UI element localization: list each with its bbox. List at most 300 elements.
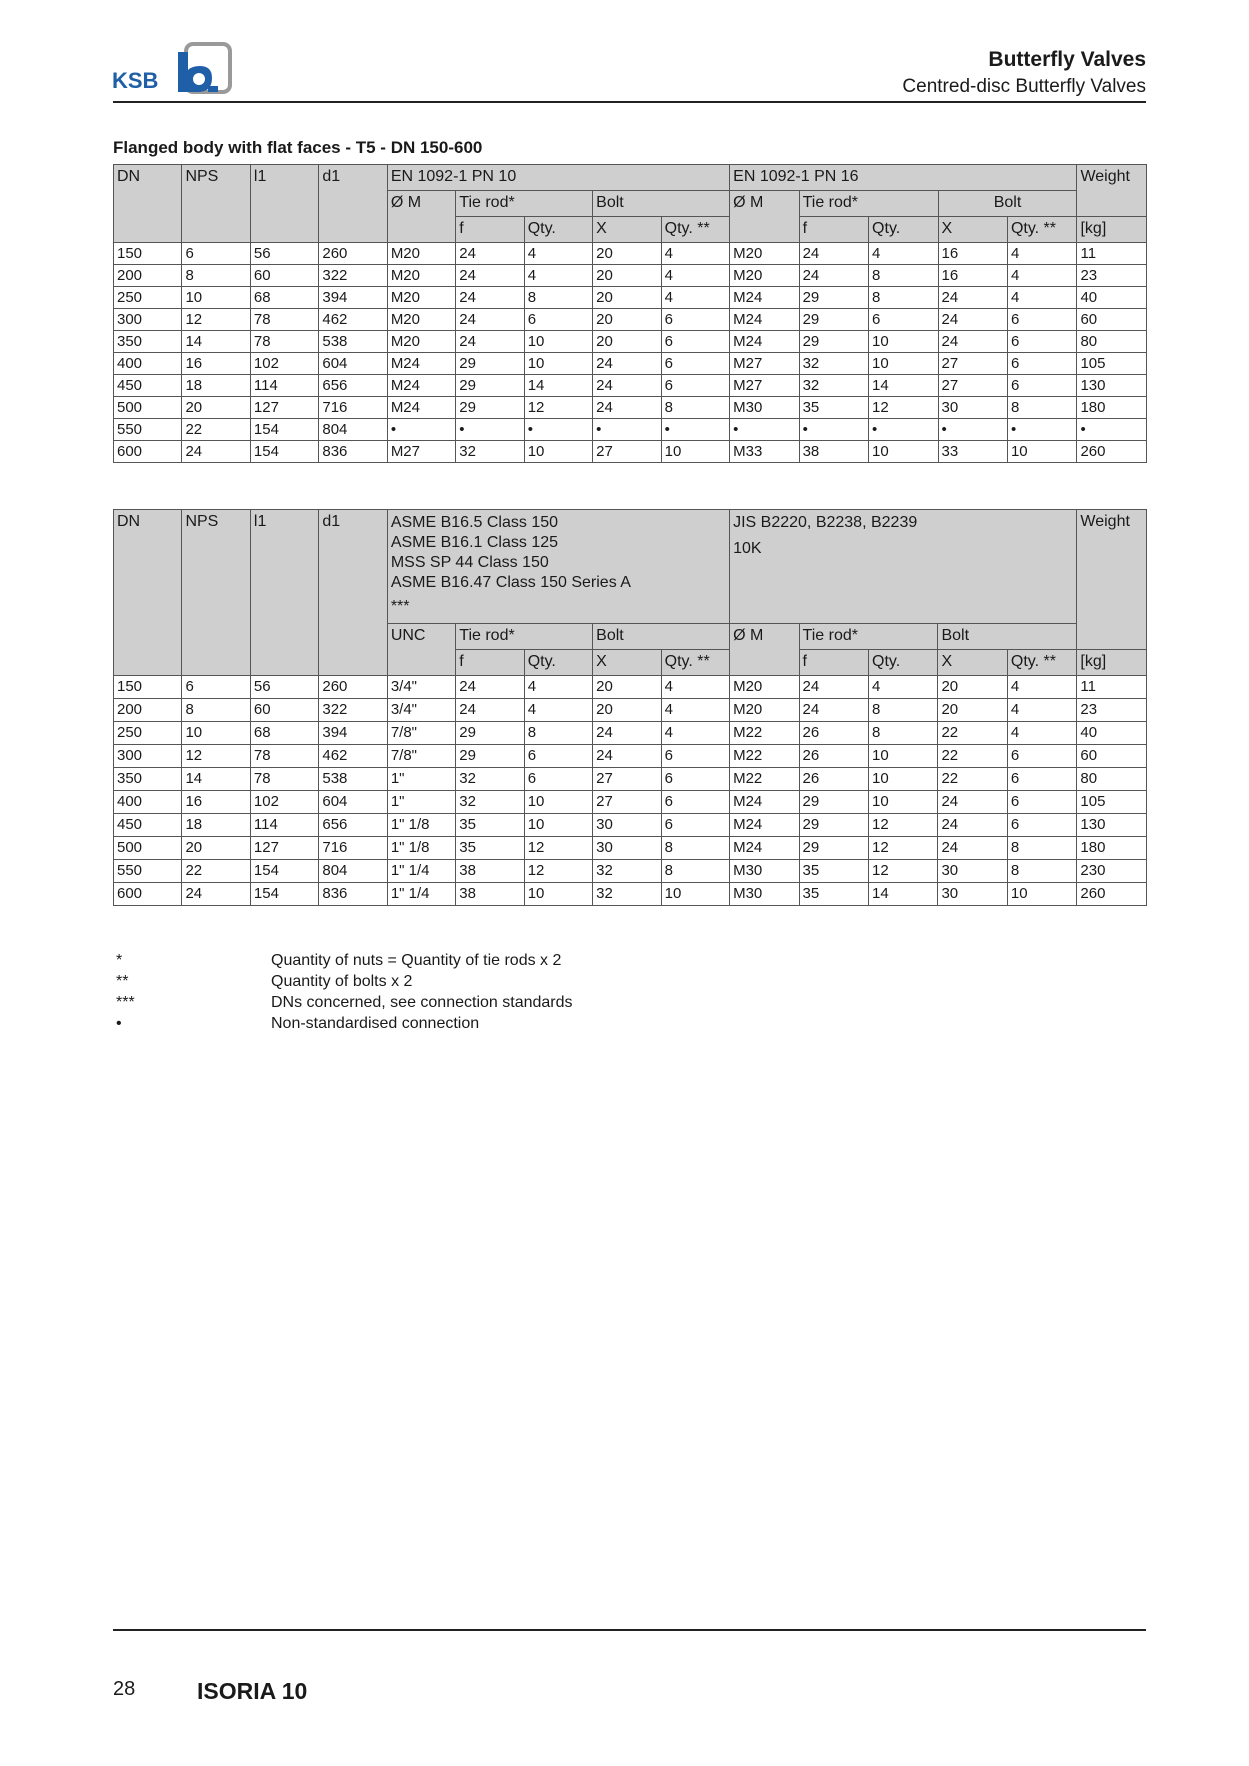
table-cell: 4 (524, 676, 592, 699)
table-cell: 127 (250, 837, 318, 860)
table-cell: M24 (387, 353, 455, 375)
table-cell: 20 (938, 676, 1007, 699)
table-cell: 35 (799, 883, 868, 906)
table-cell: 24 (593, 745, 661, 768)
table-cell: 130 (1077, 375, 1147, 397)
table-cell: 78 (250, 309, 318, 331)
table-cell: 130 (1077, 814, 1147, 837)
table-cell: 38 (456, 860, 524, 883)
table-cell: M24 (730, 791, 799, 814)
table-cell: M22 (730, 768, 799, 791)
table-cell: 24 (456, 287, 524, 309)
table-cell: 200 (114, 265, 182, 287)
table-row (114, 745, 1147, 768)
table-cell: 24 (799, 699, 868, 722)
table-cell: 450 (114, 814, 182, 837)
table-cell: 10 (661, 441, 730, 463)
table-cell: 300 (114, 745, 182, 768)
table-cell: 8 (661, 837, 729, 860)
table-cell: 105 (1077, 353, 1147, 375)
table-cell: 180 (1077, 837, 1147, 860)
table-cell: 16 (938, 265, 1007, 287)
table-row (114, 768, 1147, 791)
col-bolt-qty-asme: Qty. ** (661, 650, 729, 676)
table-cell: 804 (319, 419, 387, 441)
table-cell: 4 (1007, 699, 1077, 722)
table-row (114, 699, 1147, 722)
table-cell: 550 (114, 860, 182, 883)
table-cell: M24 (730, 837, 799, 860)
table-cell: 260 (1077, 441, 1147, 463)
table-cell: 22 (182, 419, 250, 441)
table-cell: 11 (1077, 676, 1147, 699)
table-cell: 24 (593, 397, 661, 419)
table-cell: M20 (387, 243, 455, 265)
table-cell: M24 (730, 287, 799, 309)
table-cell: 6 (1007, 375, 1077, 397)
col-tierod-pn16: Tie rod* (799, 191, 938, 217)
col-bolt-asme: Bolt (593, 624, 730, 650)
ksb-logo-mark-icon (172, 42, 234, 96)
table-cell: 68 (250, 722, 318, 745)
table-cell: M24 (387, 375, 455, 397)
table-cell: 30 (938, 397, 1007, 419)
table-cell: 24 (799, 265, 868, 287)
table-cell: 10 (524, 883, 592, 906)
table-cell: 24 (593, 722, 661, 745)
table-cell: 4 (524, 265, 592, 287)
table-cell: M30 (730, 883, 799, 906)
table-row (114, 883, 1147, 906)
table-cell: 230 (1077, 860, 1147, 883)
header-divider (113, 101, 1146, 103)
table-cell: 33 (938, 441, 1007, 463)
table-cell: 6 (661, 768, 729, 791)
logo-text: KSB (112, 68, 159, 93)
table-cell: 20 (593, 265, 661, 287)
table-cell: 23 (1077, 265, 1147, 287)
table-cell: 20 (593, 309, 661, 331)
table-cell: 10 (661, 883, 729, 906)
table-cell: 400 (114, 791, 182, 814)
footnote-symbol: * (116, 952, 123, 969)
table-cell: 154 (250, 860, 318, 883)
col-weight: Weight (1077, 165, 1147, 217)
col-l1: l1 (250, 510, 318, 676)
page-number: 28 (113, 1678, 136, 1700)
table-cell: 350 (114, 331, 182, 353)
table-cell: 7/8" (387, 745, 455, 768)
table-cell: 24 (938, 791, 1007, 814)
table-cell: 716 (319, 397, 387, 419)
col-weight: Weight (1077, 510, 1147, 650)
product-name: ISORIA 10 (197, 1678, 308, 1704)
table-cell: 4 (869, 243, 938, 265)
table-cell: 30 (938, 860, 1007, 883)
table-cell: 29 (799, 791, 868, 814)
table-cell: 20 (182, 397, 250, 419)
table-cell: 4 (661, 676, 729, 699)
table-cell: 24 (938, 309, 1007, 331)
col-bolt-pn16: Bolt (938, 191, 1077, 217)
table-cell: 656 (319, 814, 387, 837)
table-cell: 16 (938, 243, 1007, 265)
table-row (114, 309, 1147, 331)
table-cell: 8 (869, 722, 938, 745)
table-cell: 462 (319, 309, 387, 331)
table-cell: 24 (799, 676, 868, 699)
table-cell: 60 (1077, 745, 1147, 768)
table-cell: 3/4" (387, 676, 455, 699)
table-cell: 24 (938, 287, 1007, 309)
col-qty-pn16: Qty. (869, 217, 938, 243)
table-cell: 716 (319, 837, 387, 860)
table-cell: 8 (1007, 860, 1077, 883)
asme-standard-1: ASME B16.5 Class 150 (390, 514, 559, 531)
table-cell: 20 (593, 699, 661, 722)
col-dn: DN (114, 165, 182, 243)
table-cell: 32 (593, 883, 661, 906)
col-f-jis: f (799, 650, 868, 676)
table-cell: 32 (593, 860, 661, 883)
table-cell: 600 (114, 441, 182, 463)
table-cell: 1" 1/4 (387, 883, 455, 906)
col-d1: d1 (319, 510, 387, 676)
table-cell: 24 (938, 837, 1007, 860)
footnote-text: Non-standardised connection (271, 1015, 480, 1032)
col-x-pn10: X (593, 217, 661, 243)
table-cell: 10 (524, 353, 592, 375)
table-cell: 12 (869, 837, 938, 860)
table-cell: 150 (114, 676, 182, 699)
table-cell: M20 (730, 265, 799, 287)
table-cell: 322 (319, 265, 387, 287)
table-cell: 6 (661, 745, 729, 768)
table-cell: 56 (250, 676, 318, 699)
table-cell: 250 (114, 722, 182, 745)
table-row (114, 837, 1147, 860)
col-f-pn16: f (799, 217, 868, 243)
table-cell: • (799, 419, 868, 441)
table-cell: 150 (114, 243, 182, 265)
col-qty-asme: Qty. (524, 650, 592, 676)
table-cell: 27 (593, 768, 661, 791)
table-cell: 24 (593, 353, 661, 375)
table-cell: 8 (524, 722, 592, 745)
table-cell: 538 (319, 768, 387, 791)
table-cell: 350 (114, 768, 182, 791)
table-cell: 127 (250, 397, 318, 419)
table-cell: 6 (524, 745, 592, 768)
table-cell: 8 (1007, 397, 1077, 419)
table-cell: • (1077, 419, 1147, 441)
group-en-pn16: EN 1092-1 PN 16 (730, 165, 1077, 191)
table-cell: 550 (114, 419, 182, 441)
col-om-jis: Ø M (730, 624, 799, 676)
table-cell: 32 (799, 375, 868, 397)
table-cell: 20 (938, 699, 1007, 722)
table-cell: 8 (661, 860, 729, 883)
table-cell: 27 (938, 375, 1007, 397)
col-f-asme: f (456, 650, 524, 676)
table-cell: 24 (456, 699, 524, 722)
table-cell: 7/8" (387, 722, 455, 745)
table-cell: 6 (182, 243, 250, 265)
table-cell: 26 (799, 722, 868, 745)
table-row (114, 353, 1147, 375)
table-cell: M20 (730, 699, 799, 722)
table-cell: M20 (387, 331, 455, 353)
table-cell: 30 (593, 814, 661, 837)
table-cell: 114 (250, 375, 318, 397)
group-en-pn10: EN 1092-1 PN 10 (387, 165, 729, 191)
table-cell: 6 (661, 791, 729, 814)
col-x-pn16: X (938, 217, 1007, 243)
col-qty-jis: Qty. (869, 650, 938, 676)
table-cell: 6 (1007, 745, 1077, 768)
table-cell: 29 (799, 837, 868, 860)
table-cell: M20 (387, 287, 455, 309)
table-cell: • (593, 419, 661, 441)
table-row (114, 375, 1147, 397)
asme-standard-2: ASME B16.1 Class 125 (390, 534, 559, 551)
table-row (114, 265, 1147, 287)
table-cell: 4 (661, 699, 729, 722)
table-cell: 27 (593, 791, 661, 814)
jis-class: 10K (733, 540, 762, 557)
table-cell: M20 (730, 243, 799, 265)
table-cell: 394 (319, 722, 387, 745)
table-cell: 8 (1007, 837, 1077, 860)
table-cell: 26 (799, 745, 868, 768)
table-cell: M20 (387, 265, 455, 287)
table-cell: 322 (319, 699, 387, 722)
table-cell: 32 (456, 768, 524, 791)
table-cell: 32 (456, 791, 524, 814)
table-cell: 10 (1007, 883, 1077, 906)
table-cell: 14 (524, 375, 592, 397)
table-cell: 836 (319, 441, 387, 463)
table-cell: 11 (1077, 243, 1147, 265)
table-cell: 6 (661, 814, 729, 837)
table-cell: 60 (250, 699, 318, 722)
col-om-pn16: Ø M (730, 191, 799, 243)
table-cell: 24 (938, 331, 1007, 353)
table-cell: 12 (182, 309, 250, 331)
en-dimensions-table (113, 164, 1147, 463)
table-cell: 10 (869, 791, 938, 814)
table-row (114, 287, 1147, 309)
table-cell: 6 (1007, 791, 1077, 814)
document-subtitle: Centred-disc Butterfly Valves (902, 76, 1146, 97)
table-cell: 394 (319, 287, 387, 309)
table-cell: 78 (250, 331, 318, 353)
table-cell: 24 (456, 676, 524, 699)
table-row (114, 676, 1147, 699)
table-cell: 18 (182, 375, 250, 397)
table-cell: 30 (938, 883, 1007, 906)
table-cell: 180 (1077, 397, 1147, 419)
table-cell: 10 (182, 287, 250, 309)
table-cell: 22 (938, 745, 1007, 768)
table-cell: 462 (319, 745, 387, 768)
table-cell: 78 (250, 768, 318, 791)
table-cell: 10 (869, 768, 938, 791)
table-cell: 20 (182, 837, 250, 860)
table-cell: 24 (182, 441, 250, 463)
table-cell: M22 (730, 722, 799, 745)
table-cell: 12 (182, 745, 250, 768)
col-om-pn10: Ø M (387, 191, 455, 243)
table-row (114, 243, 1147, 265)
table-cell: 105 (1077, 791, 1147, 814)
table-cell: 114 (250, 814, 318, 837)
table-cell: 29 (799, 814, 868, 837)
table-cell: 10 (524, 814, 592, 837)
col-d1: d1 (319, 165, 387, 243)
table-cell: 24 (456, 265, 524, 287)
table-cell: 8 (869, 265, 938, 287)
table-cell: 18 (182, 814, 250, 837)
asme-standard-4: ASME B16.47 Class 150 Series A (390, 574, 631, 591)
table-cell: 10 (869, 353, 938, 375)
table-cell: M24 (730, 309, 799, 331)
col-qty-pn10: Qty. (524, 217, 592, 243)
table-cell: 24 (182, 883, 250, 906)
table-cell: 30 (593, 837, 661, 860)
table-cell: 16 (182, 353, 250, 375)
table-cell: M20 (730, 676, 799, 699)
table-cell: 1" 1/4 (387, 860, 455, 883)
table-cell: 154 (250, 883, 318, 906)
table-cell: • (869, 419, 938, 441)
table-cell: • (730, 419, 799, 441)
table-cell: 12 (869, 814, 938, 837)
table-cell: 60 (250, 265, 318, 287)
table-cell: 250 (114, 287, 182, 309)
col-bolt-pn10: Bolt (593, 191, 730, 217)
table-cell: 8 (869, 699, 938, 722)
table-cell: 24 (938, 814, 1007, 837)
asme-jis-dimensions-table (113, 509, 1147, 906)
table-cell: 450 (114, 375, 182, 397)
table-cell: M27 (730, 375, 799, 397)
table-cell: 4 (524, 243, 592, 265)
table-cell: M30 (730, 860, 799, 883)
col-f-pn10: f (456, 217, 524, 243)
table-cell: 8 (661, 397, 730, 419)
table-cell: 12 (524, 860, 592, 883)
table-cell: 14 (869, 375, 938, 397)
col-l1: l1 (250, 165, 318, 243)
table-cell: 20 (593, 243, 661, 265)
footnote-symbol: *** (116, 994, 135, 1011)
table-cell: 1" (387, 791, 455, 814)
table-cell: 6 (869, 309, 938, 331)
table-cell: 4 (661, 243, 730, 265)
table-cell: 6 (661, 353, 730, 375)
group-jis (730, 510, 1077, 624)
table-cell: 29 (456, 375, 524, 397)
table-cell: 12 (869, 397, 938, 419)
table-cell: 6 (1007, 331, 1077, 353)
table-cell: 4 (661, 722, 729, 745)
table-cell: 4 (1007, 722, 1077, 745)
table-cell: • (661, 419, 730, 441)
table-row (114, 441, 1147, 463)
table-cell: 56 (250, 243, 318, 265)
table-cell: 27 (593, 441, 661, 463)
table-cell: 24 (456, 331, 524, 353)
table-cell: 804 (319, 860, 387, 883)
table-cell: 27 (938, 353, 1007, 375)
table-cell: 500 (114, 837, 182, 860)
table-cell: 6 (182, 676, 250, 699)
table-cell: 300 (114, 309, 182, 331)
table-cell: M24 (730, 331, 799, 353)
table-cell: 8 (524, 287, 592, 309)
col-x-jis: X (938, 650, 1007, 676)
table-cell: 500 (114, 397, 182, 419)
table-cell: • (387, 419, 455, 441)
col-unc: UNC (387, 624, 455, 676)
table-cell: 29 (456, 745, 524, 768)
table-cell: 16 (182, 791, 250, 814)
table-cell: 14 (869, 883, 938, 906)
table-cell: M22 (730, 745, 799, 768)
table-cell: 22 (182, 860, 250, 883)
table-cell: 10 (182, 722, 250, 745)
footnote-symbol: • (116, 1015, 122, 1032)
table-cell: 20 (593, 676, 661, 699)
table-cell: 4 (1007, 265, 1077, 287)
footer-divider (113, 1629, 1146, 1631)
table-cell: 6 (1007, 309, 1077, 331)
asme-standard-3: MSS SP 44 Class 150 (390, 554, 549, 571)
section-title: Flanged body with flat faces - T5 - DN 150-600 (113, 138, 483, 157)
table-cell: 3/4" (387, 699, 455, 722)
table-cell: M24 (730, 814, 799, 837)
group-asme (387, 510, 729, 624)
table-cell: 35 (799, 860, 868, 883)
table-row (114, 397, 1147, 419)
table-cell: 35 (799, 397, 868, 419)
table-cell: 10 (524, 331, 592, 353)
table-cell: 20 (593, 331, 661, 353)
table-cell: 6 (524, 309, 592, 331)
table-cell: 1" (387, 768, 455, 791)
table-cell: 24 (456, 243, 524, 265)
table-row (114, 419, 1147, 441)
table-cell: 29 (799, 309, 868, 331)
table-cell: 10 (869, 745, 938, 768)
table-cell: 260 (1077, 883, 1147, 906)
table-cell: 1" 1/8 (387, 837, 455, 860)
footnote-text: Quantity of nuts = Quantity of tie rods x 2 (271, 952, 562, 969)
table-cell: 656 (319, 375, 387, 397)
footnote-symbol: ** (116, 973, 129, 990)
table-cell: 260 (319, 676, 387, 699)
table-cell: 29 (456, 353, 524, 375)
table-cell: M27 (730, 353, 799, 375)
table-cell: 32 (456, 441, 524, 463)
table-cell: 35 (456, 814, 524, 837)
table-cell: 24 (456, 309, 524, 331)
table-cell: M30 (730, 397, 799, 419)
table-cell: 260 (319, 243, 387, 265)
table-cell: 6 (661, 331, 730, 353)
table-cell: 10 (1007, 441, 1077, 463)
